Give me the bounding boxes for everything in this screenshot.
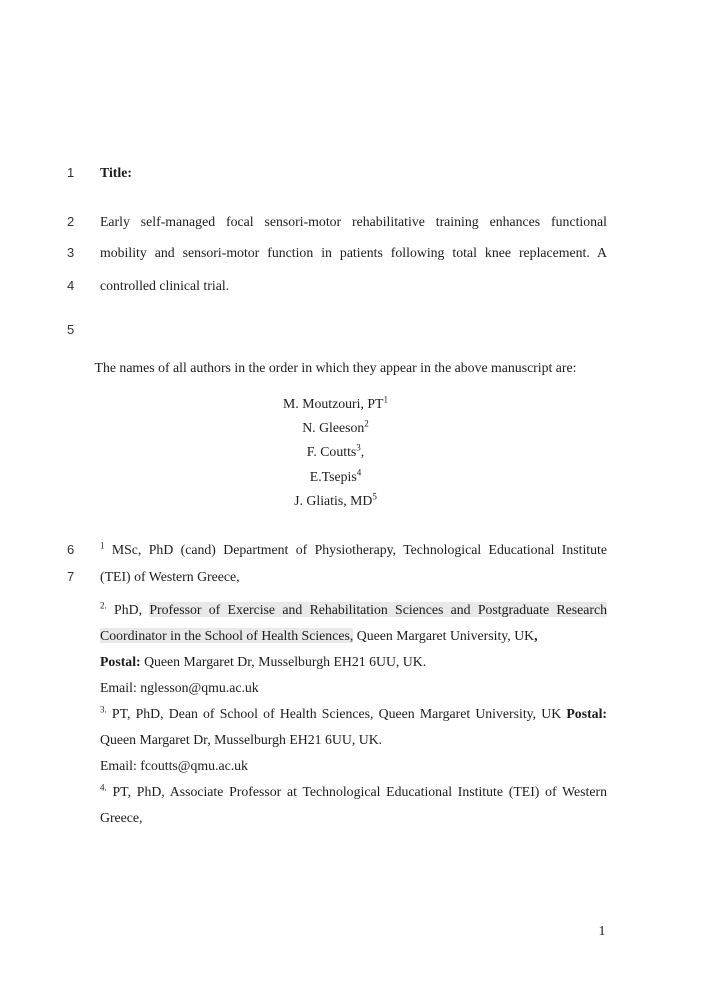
author-suffix: , [360, 444, 365, 459]
affiliation3-superscript: 3. [100, 704, 107, 715]
affiliation2-tail: Queen Margaret University, UK [353, 628, 535, 643]
line-number-7: 7 [67, 569, 75, 584]
postal-label: Postal: [566, 706, 607, 721]
affiliation2-highlighted-text: Coordinator in the School of Health Sciences, [100, 628, 354, 643]
affiliation3-text: PT, PhD, Dean of School of Health Sciences, Queen Margaret University, UK [106, 706, 567, 721]
affiliation3-line-1 [100, 704, 607, 724]
affiliation2-postal-line [100, 652, 607, 672]
line-number-5: 5 [67, 322, 75, 337]
affiliation1-line-2: (TEI) of Western Greece, [100, 569, 240, 584]
postal-label: Postal: [100, 654, 141, 669]
affiliation2-line-2 [100, 626, 607, 646]
affiliation2-lead: PhD, [106, 602, 150, 617]
author-line-2 [82, 418, 589, 438]
affiliation3-email-line: Email: fcoutts@qmu.ac.uk [100, 758, 248, 773]
author-line-4 [82, 467, 589, 487]
authors-intro: The names of all authors in the order in which they appear in the above manuscript are: [94, 360, 577, 375]
affiliation4-line-1 [100, 782, 607, 802]
author-name: J. Gliatis, MD [294, 493, 373, 508]
line-number-3: 3 [67, 245, 75, 260]
postal-address: Queen Margaret Dr, Musselburgh EH21 6UU, UK. [140, 654, 427, 669]
page-number: 1 [598, 923, 606, 938]
title-line-1: Early self-managed focal sensori-motor rehabilitative training enhances functional [100, 214, 607, 229]
author-line-3 [82, 442, 589, 462]
author-superscript: 4 [356, 467, 362, 478]
author-superscript: 2 [364, 418, 369, 429]
affiliation2-superscript: 2. [100, 600, 107, 611]
author-superscript: 1 [383, 394, 388, 405]
line-number-2: 2 [67, 214, 75, 229]
author-superscript: 3 [356, 442, 361, 453]
affiliation4-superscript: 4. [100, 782, 107, 793]
affiliation1-superscript: 1 [100, 540, 105, 551]
affiliation4-line-2: Greece, [100, 810, 143, 825]
affiliation2-line-1 [100, 600, 607, 620]
author-superscript: 5 [372, 491, 377, 502]
author-name: M. Moutzouri, PT [283, 396, 384, 411]
author-name: N. Gleeson [302, 420, 365, 435]
line-number-4: 4 [67, 278, 75, 293]
affiliation2-email-line: Email: nglesson@qmu.ac.uk [100, 680, 259, 695]
title-line-2: mobility and sensori-motor function in patients following total knee replacement. A [100, 245, 607, 260]
affiliation4-text: PT, PhD, Associate Professor at Technological Educational Institute (TEI) of Western [106, 784, 607, 799]
affiliation1-text: MSc, PhD (cand) Department of Physiotherapy, Technological Educational Institute [104, 542, 607, 557]
title-heading [100, 163, 607, 183]
line-number-1: 1 [67, 165, 75, 180]
title-line-3: controlled clinical trial. [100, 278, 230, 293]
affiliation2-highlighted-text: Professor of Exercise and Rehabilitation Sciences and Postgraduate Research [149, 602, 607, 617]
line-number-6: 6 [67, 542, 75, 557]
author-name: F. Coutts [306, 444, 357, 459]
affiliation3-line-2: Queen Margaret Dr, Musselburgh EH21 6UU, UK. [100, 732, 383, 747]
author-line-1 [82, 394, 589, 414]
author-line-5 [82, 491, 589, 511]
title-heading-label: Title: [100, 165, 132, 180]
affiliation1-line-1 [100, 540, 607, 560]
affiliation2-bold-comma: , [534, 628, 538, 643]
author-name: E.Tsepis [309, 469, 357, 484]
